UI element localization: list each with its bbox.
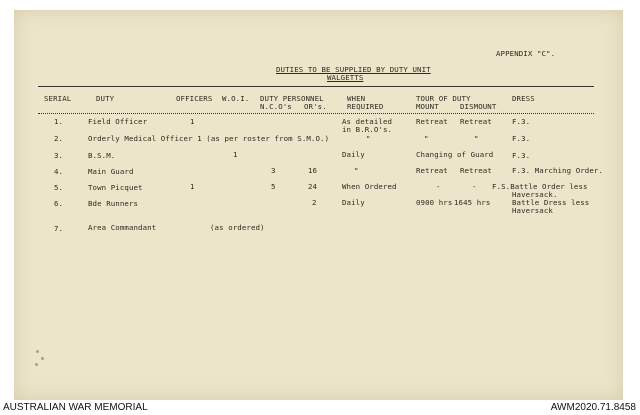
- row-2-dismount: ": [474, 134, 479, 143]
- header-duty-personnel: DUTY PERSONNEL: [260, 94, 324, 103]
- header-bottom-rule: [38, 113, 594, 114]
- row-3-dress: F.3.: [512, 151, 531, 160]
- row-5-ors: 24: [308, 182, 318, 191]
- row-5-officers: 1: [190, 182, 195, 191]
- row-7-officers: (as ordered): [210, 223, 265, 232]
- row-4-mount: Retreat: [416, 166, 448, 175]
- row-3-woi: 1: [233, 150, 238, 159]
- row-7-duty: Area Commandant: [88, 223, 157, 232]
- row-6-serial: 6.: [54, 199, 64, 208]
- row-6-dress-2: Haversack: [512, 206, 553, 215]
- row-6-duty: Bde Runners: [88, 199, 139, 208]
- row-5-serial: 5.: [54, 183, 64, 192]
- header-required: REQUIRED: [347, 102, 384, 111]
- row-6-mount: 0900 hrs: [416, 198, 453, 207]
- header-ors: OR's.: [304, 102, 327, 111]
- header-dress: DRESS: [512, 94, 535, 103]
- row-1-officers: 1: [190, 117, 195, 126]
- row-5-mount: -: [436, 182, 441, 191]
- header-top-rule: [38, 86, 594, 87]
- row-5-duty: Town Picquet: [88, 183, 143, 192]
- row-4-ncos: 3: [271, 166, 276, 175]
- row-4-serial: 4.: [54, 167, 64, 176]
- row-5-dismount: -: [472, 182, 477, 191]
- row-6-when: Daily: [342, 198, 365, 207]
- row-3-serial: 3.: [54, 151, 64, 160]
- row-3-when: Daily: [342, 150, 365, 159]
- row-1-mount: Retreat: [416, 117, 448, 126]
- row-1-dismount: Retreat: [460, 117, 492, 126]
- row-5-when: When Ordered: [342, 182, 397, 191]
- row-4-dismount: Retreat: [460, 166, 492, 175]
- document-title: DUTIES TO BE SUPPLIED BY DUTY UNIT: [276, 65, 431, 74]
- row-1-duty: Field Officer: [88, 117, 148, 126]
- row-7-serial: 7.: [54, 224, 64, 233]
- row-2-mount: ": [424, 134, 429, 143]
- row-2-serial: 2.: [54, 134, 64, 143]
- paper-blemish: [41, 357, 44, 360]
- row-3-duty: B.S.M.: [88, 151, 116, 160]
- document-page: [14, 10, 623, 400]
- document-subtitle: WALGETTS: [327, 73, 364, 82]
- row-4-dress: F.3. Marching Order.: [512, 166, 603, 175]
- row-5-dress-2: Haversack.: [512, 190, 558, 199]
- header-dismount: DISMOUNT: [460, 102, 497, 111]
- row-6-dress: Battle Dress less: [512, 198, 590, 207]
- row-4-when: ": [354, 166, 359, 175]
- paper-blemish: [36, 350, 39, 353]
- header-woi: W.O.I.: [222, 94, 250, 103]
- header-duty: DUTY: [96, 94, 115, 103]
- row-2-dress: F.3.: [512, 134, 531, 143]
- row-2-duty: Orderly Medical Officer 1 (as per roster from S.M.O.): [88, 134, 330, 143]
- footer-accession-number: AWM2020.71.8458: [550, 402, 636, 413]
- row-6-ors: 2: [312, 198, 317, 207]
- row-4-duty: Main Guard: [88, 167, 134, 176]
- appendix-label: APPENDIX "C".: [496, 49, 556, 58]
- row-2-when: ": [366, 134, 371, 143]
- header-serial: SERIAL: [44, 94, 72, 103]
- row-1-when-2: in B.R.O's.: [342, 125, 393, 134]
- row-3-mount: Changing of Guard: [416, 150, 494, 159]
- header-mount: MOUNT: [416, 102, 439, 111]
- header-when: WHEN: [347, 94, 366, 103]
- row-5-ncos: 5: [271, 182, 276, 191]
- row-1-dress: F.3.: [512, 117, 531, 126]
- row-5-dress: F.S.Battle Order less: [492, 182, 588, 191]
- header-officers: OFFICERS: [176, 94, 213, 103]
- row-1-when: As detailed: [342, 117, 393, 126]
- paper-blemish: [35, 363, 38, 366]
- row-4-ors: 16: [308, 166, 318, 175]
- header-ncos: N.C.O's: [260, 102, 292, 111]
- row-6-dismount: 1645 hrs: [454, 198, 491, 207]
- row-1-serial: 1.: [54, 117, 64, 126]
- header-tour-of-duty: TOUR OF DUTY: [416, 94, 471, 103]
- footer-source: AUSTRALIAN WAR MEMORIAL: [3, 402, 148, 413]
